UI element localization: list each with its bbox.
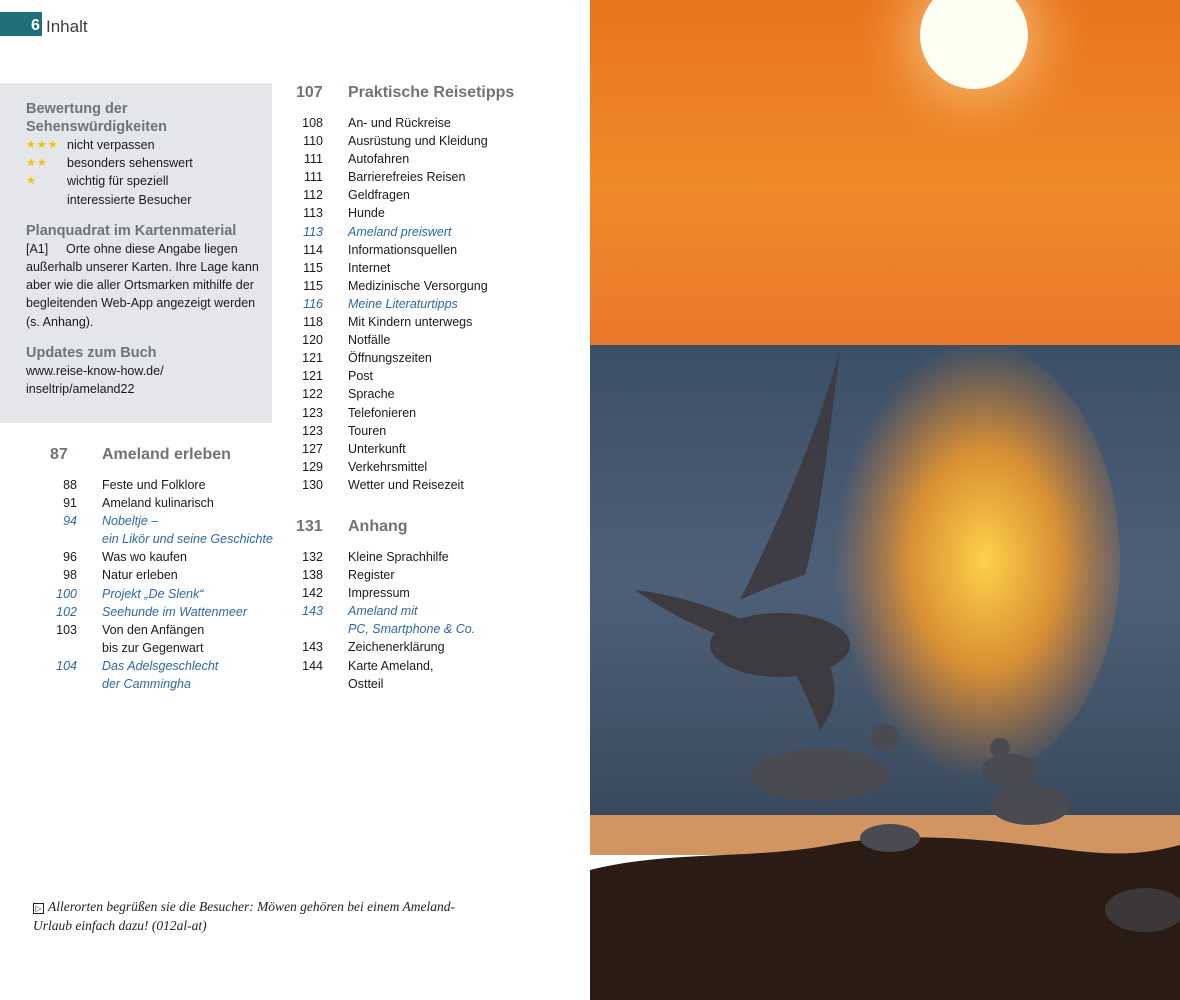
toc-entry[interactable] xyxy=(296,566,576,584)
rating-title-1: Bewertung der xyxy=(26,101,128,117)
toc-entry[interactable] xyxy=(296,638,576,656)
toc-entry-page: 127 xyxy=(302,441,323,456)
toc-entry-page: 122 xyxy=(302,387,323,402)
grid-text: Orte ohne diese Angabe liegen xyxy=(66,241,238,256)
toc-entry-label: Verkehrsmittel xyxy=(348,459,428,474)
toc-entry-label: Wetter und Reisezeit xyxy=(348,477,464,492)
toc-entry[interactable] xyxy=(296,458,576,476)
toc-entry-page: 112 xyxy=(303,188,323,203)
toc-entry-label: Mit Kindern unterwegs xyxy=(348,315,473,330)
toc-entry-page: 143 xyxy=(302,604,323,619)
toc-entry-label: Geldfragen xyxy=(348,188,410,203)
toc-entry[interactable] xyxy=(50,603,290,621)
toc-heading-page: 87 xyxy=(50,446,68,463)
toc-entry[interactable] xyxy=(296,277,576,295)
toc-entry-label: Telefonieren xyxy=(348,405,417,420)
toc-entry[interactable] xyxy=(296,132,576,150)
toc-entry-label: Projekt „De Slenk“ xyxy=(102,586,204,601)
toc-entry-label: Zeichenerklärung xyxy=(348,640,445,655)
legend-box xyxy=(0,83,272,423)
toc-entry[interactable] xyxy=(50,585,290,603)
toc-entry[interactable] xyxy=(296,241,576,259)
rocks xyxy=(590,837,1180,1000)
toc-entry[interactable] xyxy=(296,150,576,168)
toc-entry-page: 110 xyxy=(303,134,323,149)
star-rating-icon: ★★ xyxy=(26,157,48,170)
caption-line-2: Urlaub einfach dazu! (012al-at) xyxy=(33,918,207,933)
toc-entry[interactable] xyxy=(296,657,576,675)
rating-row xyxy=(26,136,272,154)
toc-section-anhang xyxy=(296,518,576,693)
toc-entry-page: 96 xyxy=(63,550,77,565)
updates-title: Updates zum Buch xyxy=(26,344,157,361)
grid-line: aber wie die aller Ortsmarken mithilfe der xyxy=(26,278,254,293)
toc-entry-page: 121 xyxy=(302,369,323,384)
rating-text: wichtig für speziell xyxy=(67,174,169,189)
toc-heading xyxy=(296,518,576,536)
sun-reflection xyxy=(820,340,1120,780)
grid-ref: [A1] xyxy=(26,241,49,256)
toc-entry-page: 114 xyxy=(303,242,323,257)
toc-entry-page: 108 xyxy=(302,116,323,130)
toc-entry-page: 118 xyxy=(303,315,323,330)
toc-entry[interactable] xyxy=(50,566,290,584)
toc-entry[interactable] xyxy=(50,512,290,530)
updates-link[interactable]: inseltrip/ameland22 xyxy=(26,382,135,397)
toc-entry-page: 130 xyxy=(302,477,323,492)
page-number: 6 xyxy=(31,17,40,34)
star-rating-icon xyxy=(26,191,67,209)
toc-entry-label: bis zur Gegenwart xyxy=(102,640,204,655)
toc-entry-label: der Cammingha xyxy=(102,677,191,692)
toc-entry-label: Von den Anfängen xyxy=(102,622,205,637)
toc-entry-label: Sprache xyxy=(348,387,395,402)
toc-entry[interactable] xyxy=(50,657,290,675)
rating-row xyxy=(26,172,272,190)
toc-entry-label: An- und Rückreise xyxy=(348,116,451,130)
toc-entry[interactable] xyxy=(296,331,576,349)
arrow-icon: ▷ xyxy=(33,903,44,914)
sunset-seagull-photo xyxy=(590,0,1180,1000)
toc-entry[interactable] xyxy=(50,639,290,657)
toc-entry-page: 113 xyxy=(303,206,323,221)
toc-entry-page: 115 xyxy=(303,260,323,275)
toc-entry-label: Das Adelsgeschlecht xyxy=(102,658,219,673)
toc-entry-page: 142 xyxy=(302,586,323,601)
toc-entry[interactable] xyxy=(296,367,576,385)
toc-entry[interactable] xyxy=(296,440,576,458)
toc-entry-label: Ameland kulinarisch xyxy=(102,496,214,511)
toc-entry-page: 111 xyxy=(303,170,323,185)
toc-entry[interactable] xyxy=(50,621,290,639)
toc-entry[interactable] xyxy=(296,620,576,638)
toc-entry-label: Informationsquellen xyxy=(348,242,458,257)
toc-entry[interactable] xyxy=(296,422,576,440)
toc-entry-label: Ostteil xyxy=(348,676,384,691)
toc-entry-label: Karte Ameland, xyxy=(348,658,434,673)
toc-entry[interactable] xyxy=(296,295,576,313)
toc-entry-page: 103 xyxy=(56,622,77,637)
toc-entry-label: Öffnungszeiten xyxy=(348,351,432,366)
toc-entry[interactable] xyxy=(296,404,576,422)
toc-entry-page: 143 xyxy=(302,640,323,655)
toc-entry-page: 129 xyxy=(302,459,323,474)
rating-row xyxy=(26,191,272,209)
toc-entry-label: Impressum xyxy=(348,586,410,601)
updates-link[interactable]: www.reise-know-how.de/ xyxy=(26,363,164,378)
toc-entry[interactable] xyxy=(296,114,576,132)
toc-entry-page: 144 xyxy=(302,658,323,673)
toc-entry[interactable] xyxy=(296,186,576,204)
toc-heading-title: Ameland erleben xyxy=(102,446,231,463)
toc-entry-page: 120 xyxy=(302,333,323,348)
toc-entry-label: Meine Literaturtipps xyxy=(348,296,458,311)
toc-entry-label: Ameland preiswert xyxy=(348,224,452,239)
toc-entry[interactable] xyxy=(296,548,576,566)
rating-title-2: Sehenswürdigkeiten xyxy=(26,119,168,135)
toc-entry-page: 138 xyxy=(302,568,323,583)
toc-entry-page: 104 xyxy=(56,658,77,673)
toc-heading xyxy=(296,84,576,102)
toc-entry-label: Barrierefreies Reisen xyxy=(348,170,466,185)
toc-entry-page: 102 xyxy=(56,604,77,619)
toc-entry-label: ein Likör und seine Geschichte xyxy=(102,532,273,547)
toc-entry-label: Post xyxy=(348,369,374,384)
toc-heading-page: 131 xyxy=(296,518,323,535)
rating-row xyxy=(26,154,272,172)
toc-entry-label: Notfälle xyxy=(348,333,391,348)
toc-entry[interactable] xyxy=(50,530,290,548)
toc-entry-page: 123 xyxy=(302,423,323,438)
toc-entry[interactable] xyxy=(296,584,576,602)
toc-entry[interactable] xyxy=(296,259,576,277)
toc-section-praktisch xyxy=(296,84,576,494)
toc-entry-label: Ameland mit xyxy=(348,604,418,619)
toc-entry-label: Autofahren xyxy=(348,152,410,167)
toc-entry[interactable] xyxy=(296,313,576,331)
photo-caption xyxy=(33,897,493,935)
toc-entry-page: 132 xyxy=(302,550,323,564)
toc-entry-page: 116 xyxy=(303,296,323,311)
toc-entry[interactable] xyxy=(296,349,576,367)
star-rating-icon: ★★★ xyxy=(26,139,59,151)
grid-line xyxy=(26,240,272,258)
grid-line: begleitenden Web-App angezeigt werden xyxy=(26,296,256,311)
star-rating-icon: ★ xyxy=(26,175,37,188)
toc-entry-label: Register xyxy=(348,568,395,583)
toc-entry-label: Unterkunft xyxy=(348,441,406,456)
toc-entry-label: Was wo kaufen xyxy=(102,550,187,565)
rating-text: besonders sehenswert xyxy=(67,156,193,171)
toc-entry-label: Touren xyxy=(348,423,387,438)
toc-entry-page: 100 xyxy=(56,586,77,601)
toc-entry-label: Feste und Folklore xyxy=(102,478,206,492)
toc-entry[interactable] xyxy=(50,548,290,566)
toc-heading-title: Praktische Reisetipps xyxy=(348,84,515,101)
toc-entry-page: 121 xyxy=(302,351,323,366)
toc-section-ameland xyxy=(50,446,290,693)
toc-heading-page: 107 xyxy=(296,84,323,101)
caption-line-1: Allerorten begrüßen sie die Besucher: Möwen gehören bei einem Ameland- xyxy=(48,899,456,914)
toc-entry-page: 91 xyxy=(63,496,77,511)
toc-entry-label: Ausrüstung und Kleidung xyxy=(348,134,488,149)
toc-entry-page: 88 xyxy=(63,478,77,492)
toc-entry-page: 94 xyxy=(63,514,77,529)
rating-text: interessierte Besucher xyxy=(67,192,192,207)
toc-entry-label: Medizinische Versorgung xyxy=(348,278,488,293)
toc-entry-label: Internet xyxy=(348,260,391,275)
toc-entry-label: Seehunde im Wattenmeer xyxy=(102,604,247,619)
toc-entry-page: 123 xyxy=(302,405,323,420)
toc-entry-page: 111 xyxy=(303,152,323,167)
toc-entry-label: Natur erleben xyxy=(102,568,178,583)
toc-entry[interactable] xyxy=(50,675,290,693)
toc-entry[interactable] xyxy=(296,204,576,222)
rating-text: nicht verpassen xyxy=(67,138,155,152)
grid-title: Planquadrat im Kartenmaterial xyxy=(26,222,237,239)
toc-entry[interactable] xyxy=(296,385,576,403)
toc-entry-label: Hunde xyxy=(348,206,385,221)
toc-entry[interactable] xyxy=(296,602,576,620)
toc-entry[interactable] xyxy=(296,168,576,186)
toc-heading xyxy=(50,446,290,464)
toc-entry[interactable] xyxy=(50,494,290,512)
toc-entry-page: 113 xyxy=(303,224,323,239)
toc-entry-page: 115 xyxy=(303,278,323,293)
photo-svg xyxy=(590,0,1180,1000)
grid-line: außerhalb unserer Karten. Ihre Lage kann xyxy=(26,260,259,275)
page-title: Inhalt xyxy=(46,17,88,36)
toc-entry[interactable] xyxy=(296,476,576,494)
toc-entry-page: 98 xyxy=(63,568,77,583)
toc-entry-label: PC, Smartphone & Co. xyxy=(348,622,476,637)
toc-entry-label: Nobeltje – xyxy=(102,514,159,529)
toc-entry-label: Kleine Sprachhilfe xyxy=(348,550,449,564)
grid-line: (s. Anhang). xyxy=(26,314,94,329)
toc-heading-title: Anhang xyxy=(348,518,408,535)
toc-entry[interactable] xyxy=(296,675,576,693)
toc-entry[interactable] xyxy=(296,223,576,241)
toc-entry[interactable] xyxy=(50,476,290,494)
